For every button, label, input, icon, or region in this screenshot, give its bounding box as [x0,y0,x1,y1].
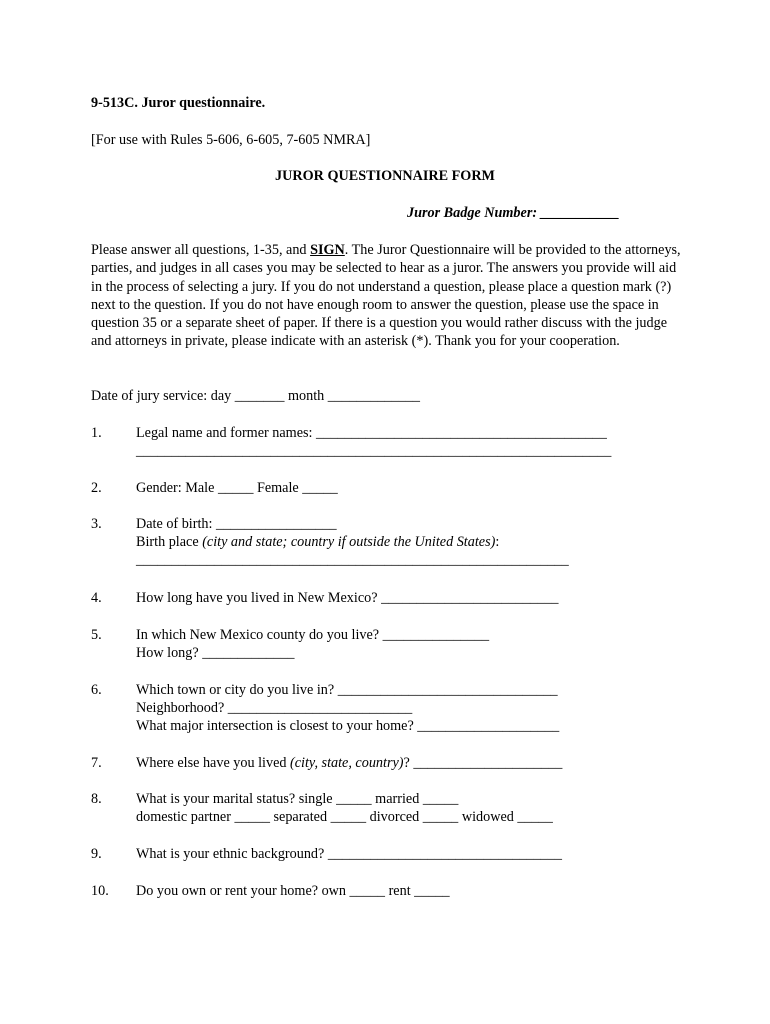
question-number: 2. [91,480,102,496]
badge-blank[interactable]: ___________ [540,205,619,221]
question-number: 4. [91,590,102,606]
question-line: Which town or city do you live in? _______________________________ [136,682,558,698]
question-text: Where else have you lived [136,755,291,771]
question-line: Date of birth: _________________ [136,516,337,532]
question-number: 9. [91,846,102,862]
question-9[interactable] [136,845,562,863]
question-2[interactable] [136,479,338,497]
question-number: 10. [91,883,109,899]
question-blank: ? _____________________ [403,755,563,771]
juror-badge-number [407,204,619,222]
question-line: What is your marital status? single _____ married _____ [136,791,459,807]
birth-place-line [136,533,569,551]
intro-before-sign: Please answer all questions, 1-35, and [91,242,311,258]
question-8[interactable] [136,790,553,826]
intro-after-sign: . The Juror Questionnaire will be provided to the attorneys, parties, and judges in all cases you may be selected to hear as a juror. The answers you provide will aid in the process of selecting a jury. If you do not understand a question, please place a question mark (?) next to the question. If you do not have enough room to answer the question, please use the space in question 35 or a separate sheet of paper. If there is a question you would rather discuss with the judge and attorneys in private, please indicate with an asterisk (*). Thank you for your cooperation. [91,242,681,350]
date-of-jury-service[interactable]: Date of jury service: day _______ month _____________ [91,388,421,404]
question-4[interactable] [136,589,558,607]
rules-reference: [For use with Rules 5-606, 6-605, 7-605 NMRA] [91,132,371,148]
question-number: 1. [91,425,102,441]
question-number: 8. [91,791,102,807]
birth-place-label: Birth place [136,534,203,550]
question-line: ___________________________________________________________________ [136,443,612,459]
question-number: 6. [91,682,102,698]
question-line: Gender: Male _____ Female _____ [136,480,338,496]
question-6[interactable] [136,681,559,735]
form-title: JUROR QUESTIONNAIRE FORM [275,168,495,184]
question-7[interactable] [136,754,562,772]
document-title: 9-513C. Juror questionnaire. [91,95,266,111]
question-line: Neighborhood? __________________________ [136,700,413,716]
instructions-paragraph [91,241,681,351]
question-5[interactable] [136,626,489,662]
question-line: How long? _____________ [136,645,295,661]
question-10[interactable] [136,882,450,900]
question-line: _____________________________________________________________ [136,552,569,568]
question-number: 5. [91,627,102,643]
question-line: Legal name and former names: _________________________________________ [136,425,607,441]
question-line: What is your ethnic background? _________________________________ [136,846,562,862]
birth-place-hint: (city and state; country if outside the United States) [202,534,496,550]
question-hint: (city, state, country) [290,755,404,771]
question-line: What major intersection is closest to your home? ____________________ [136,718,560,734]
question-number: 3. [91,516,102,532]
question-line: In which New Mexico county do you live? _______________ [136,627,490,643]
intro-sign: SIGN [310,242,345,258]
question-line: domestic partner _____ separated _____ divorced _____ widowed _____ [136,809,553,825]
question-3[interactable] [136,515,569,569]
question-1[interactable] [136,424,611,460]
question-line: Do you own or rent your home? own _____ rent _____ [136,883,450,899]
question-number: 7. [91,755,102,771]
badge-label: Juror Badge Number: [407,205,541,221]
question-line: How long have you lived in New Mexico? _________________________ [136,590,559,606]
birth-place-colon: : [495,534,500,550]
